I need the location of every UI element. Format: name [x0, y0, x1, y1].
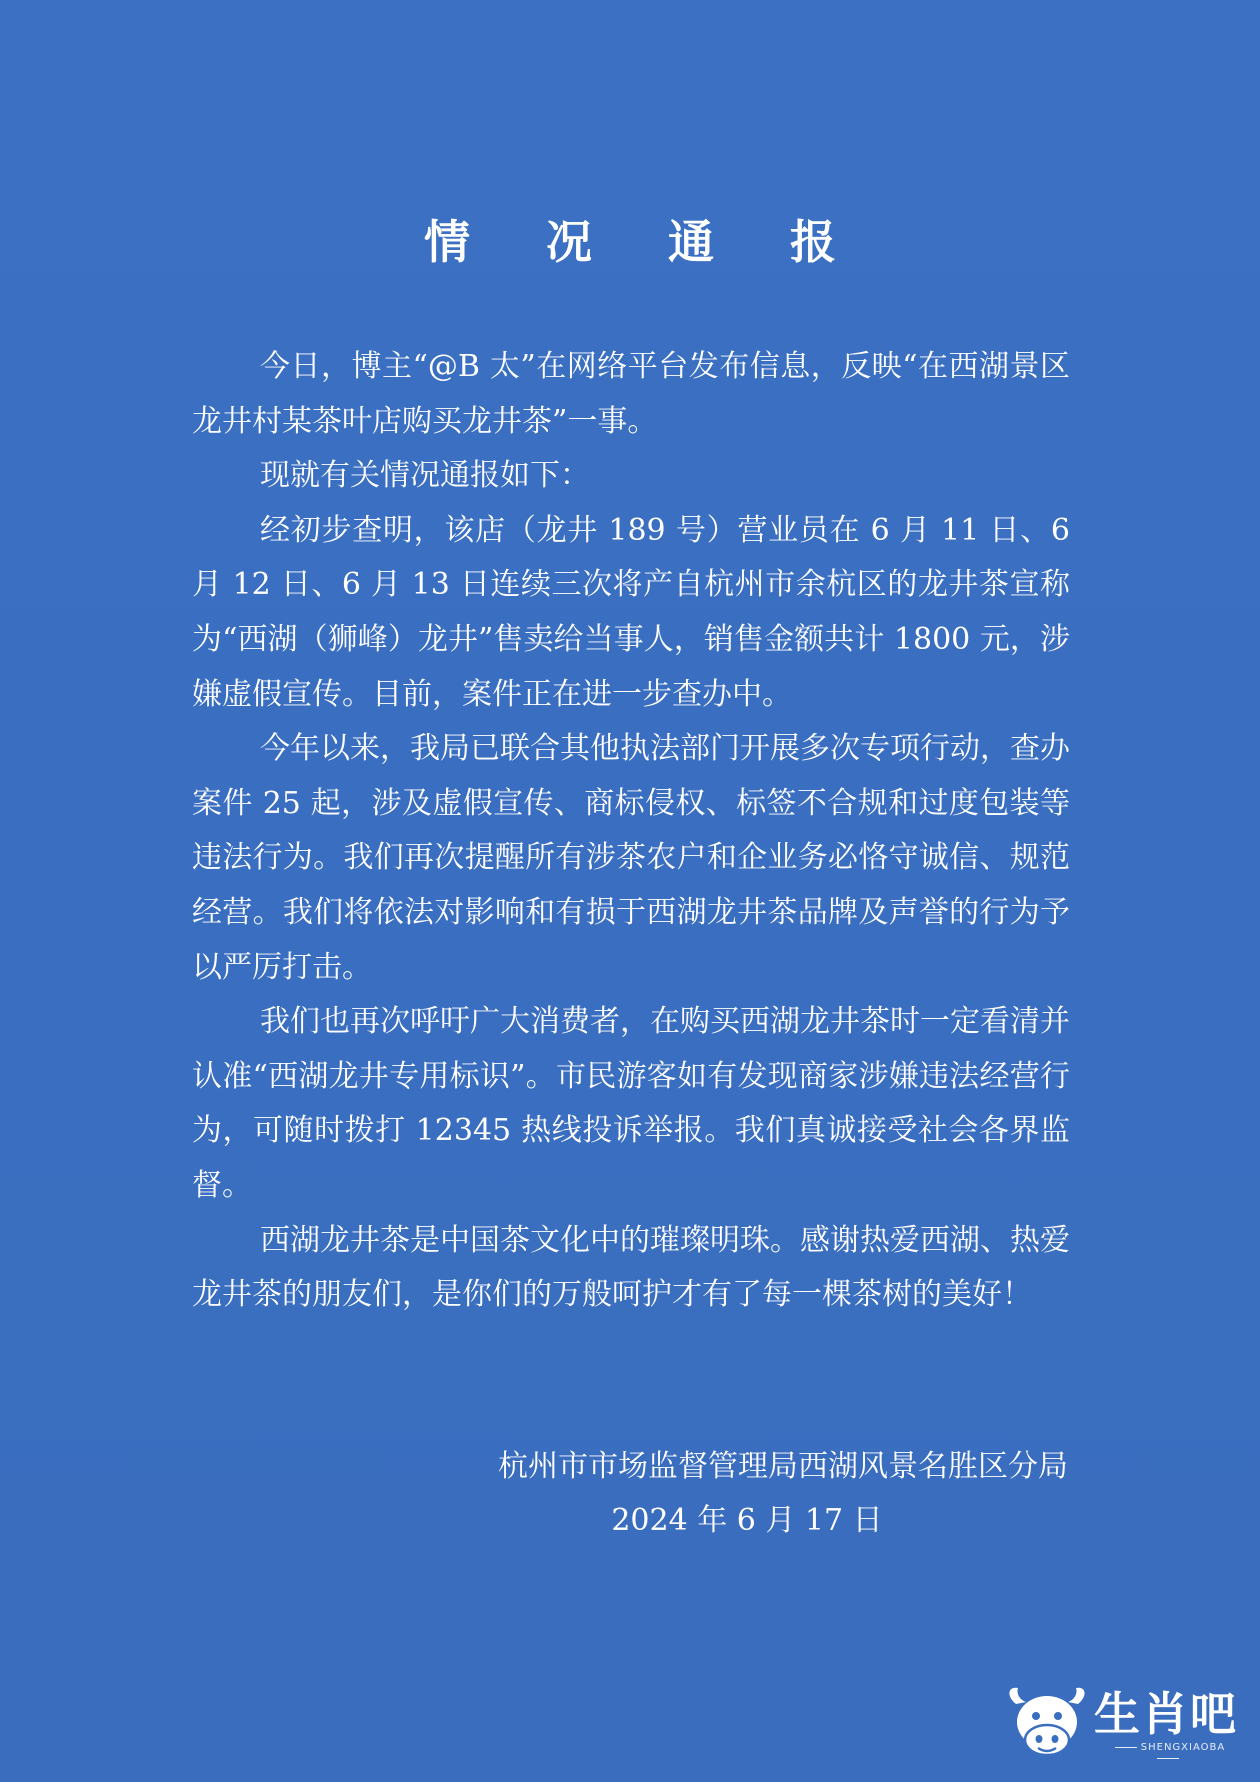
paragraph-3: 经初步查明，该店（龙井 189 号）营业员在 6 月 11 日、6 月 12 日、6 月 13 日连续三次将产自杭州市余杭区的龙井茶宣称为“西湖（狮峰）龙井”售卖给当事人，销售金额共计 1800 元，涉嫌虚假宣传。目前，案件正在进一步查办中。: [192, 512, 1070, 712]
paragraph-6: 西湖龙井茶是中国茶文化中的璀璨明珠。感谢热爱西湖、热爱龙井茶的朋友们，是你们的万般呵护才有了每一棵茶树的美好！: [192, 1222, 1070, 1313]
paragraph-4: 今年以来，我局已联合其他执法部门开展多次专项行动，查办案件 25 起，涉及虚假宣传、商标侵权、标签不合规和过度包装等违法行为。我们再次提醒所有涉茶农户和企业务必恪守诚信、规范经营。我们将依法对影响和有损于西湖龙井茶品牌及声誉的行为予以严厉打击。: [192, 731, 1070, 985]
signature-organization: 杭州市市场监督管理局西湖风景名胜区分局: [498, 1449, 1068, 1484]
paragraph-2: 现就有关情况通报如下：: [260, 458, 590, 494]
watermark-name: 生肖吧: [1094, 1687, 1238, 1741]
signature-block: [498, 1440, 1068, 1548]
watermark-subtitle: SHENGXIAOBA: [1098, 1742, 1238, 1764]
signature-date: 2024 年 6 月 17 日: [611, 1503, 883, 1538]
notice-body: [192, 340, 1070, 1323]
cow-mascot-icon: [1002, 1682, 1092, 1766]
watermark-logo: [1002, 1682, 1238, 1766]
paragraph-1: 今日，博主“@B 太”在网络平台发布信息，反映“在西湖景区龙井村某茶叶店购买龙井茶”一事。: [192, 349, 1070, 439]
notice-title: 情 况 通 报: [423, 215, 867, 269]
paragraph-5: 我们也再次呼吁广大消费者，在购买西湖龙井茶时一定看清并认准“西湖龙井专用标识”。市民游客如有发现商家涉嫌违法经营行为，可随时拨打 12345 热线投诉举报。我们真诚接受社会各界监督。: [192, 1004, 1070, 1203]
